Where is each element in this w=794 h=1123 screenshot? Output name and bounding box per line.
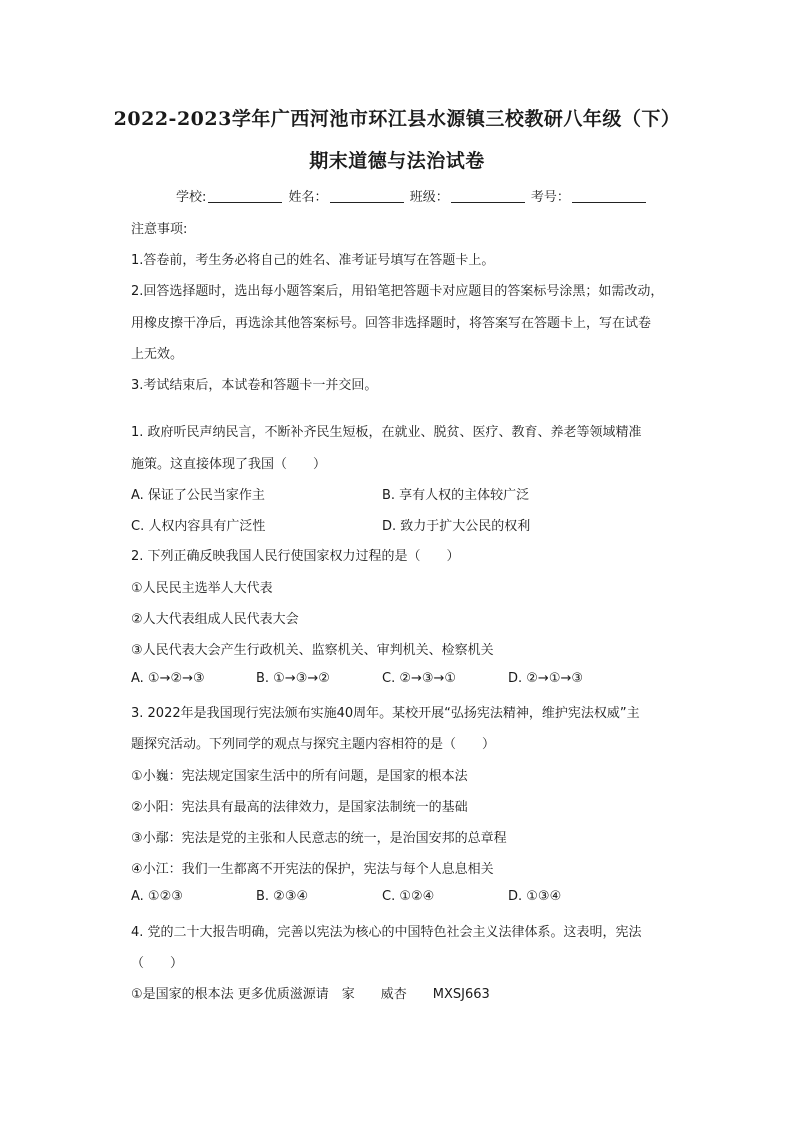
notes-item: 3.考试结束后，本试卷和答题卡一并交回。 xyxy=(131,378,378,393)
q1-option-b: B. 享有人权的主体较广泛 xyxy=(382,488,530,503)
exam-no-blank xyxy=(572,202,646,203)
q2-stem: 2. 下列正确反映我国人民行使国家权力过程的是（ ） xyxy=(131,549,460,564)
name-blank xyxy=(330,202,404,203)
q3-statement: ①小巍：宪法规定国家生活中的所有问题，是国家的根本法 xyxy=(131,769,468,784)
student-info-row xyxy=(176,186,648,205)
q3-option-a: A. ①②③ xyxy=(131,889,183,904)
q3-stem-line1: 3. 2022年是我国现行宪法颁布实施40周年。某校开展“弘扬宪法精神，维护宪法权威”主 xyxy=(131,706,640,721)
q3-stem-line2: 题探究活动。下列同学的观点与探究主题内容相符的是（ ） xyxy=(131,737,496,752)
notes-item: 1.答卷前，考生务必将自己的姓名、准考证号填写在答题卡上。 xyxy=(131,253,495,268)
exam-no-label: 考号： xyxy=(530,190,570,205)
notes-item: 上无效。 xyxy=(131,347,184,362)
q2-option-b: B. ①→③→② xyxy=(256,671,330,686)
school-label: 学校: xyxy=(176,190,207,205)
q3-statement: ③小鄢：宪法是党的主张和人民意志的统一，是治国安邦的总章程 xyxy=(131,831,507,846)
q4-partial-line: ①是国家的根本法 更多优质滋源请 家 威杏 MXSJ663 xyxy=(131,987,490,1002)
q1-stem-line1: 1. 政府听民声纳民言，不断补齐民生短板，在就业、脱贫、医疗、教育、养老等领域精准 xyxy=(131,425,642,440)
q3-option-d: D. ①③④ xyxy=(508,889,562,904)
class-blank xyxy=(451,202,525,203)
q2-option-a: A. ①→②→③ xyxy=(131,671,205,686)
q1-stem-line2: 施策。这直接体现了我国（ ） xyxy=(131,457,327,472)
q2-statement: ②人大代表组成人民代表大会 xyxy=(131,612,299,627)
q3-option-b: B. ②③④ xyxy=(256,889,309,904)
q3-statement: ②小阳：宪法具有最高的法律效力，是国家法制统一的基础 xyxy=(131,800,468,815)
q2-statement: ①人民民主选举人大代表 xyxy=(131,581,273,596)
q3-option-c: C. ①②④ xyxy=(382,889,435,904)
q1-option-c: C. 人权内容具有广泛性 xyxy=(131,519,266,534)
notes-item: 2.回答选择题时，选出每小题答案后，用铅笔把答题卡对应题目的答案标号涂黑；如需改动， xyxy=(131,284,664,299)
notes-item: 用橡皮擦干净后，再选涂其他答案标号。回答非选择题时，将答案写在答题卡上，写在试卷 xyxy=(131,316,652,331)
exam-title-line2: 期末道德与法治试卷 xyxy=(309,150,485,172)
name-label: 姓名： xyxy=(288,190,328,205)
q4-stem-line2: （ ） xyxy=(131,956,184,971)
q4-stem-line1: 4. 党的二十大报告明确，完善以宪法为核心的中国特色社会主义法律体系。这表明，宪法 xyxy=(131,925,642,940)
q1-option-a: A. 保证了公民当家作主 xyxy=(131,488,265,503)
q2-statement: ③人民代表大会产生行政机关、监察机关、审判机关、检察机关 xyxy=(131,643,494,658)
exam-title-line1: 2022-2023学年广西河池市环江县水源镇三校教研八年级（下） xyxy=(113,108,681,130)
q1-option-d: D. 致力于扩大公民的权利 xyxy=(382,519,531,534)
school-blank xyxy=(208,202,282,203)
q2-option-d: D. ②→①→③ xyxy=(508,671,584,686)
q2-option-c: C. ②→③→① xyxy=(382,671,457,686)
q3-statement: ④小江：我们一生都离不开宪法的保护，宪法与每个人息息相关 xyxy=(131,862,494,877)
notes-heading: 注意事项: xyxy=(131,222,188,237)
class-label: 班级： xyxy=(409,190,449,205)
